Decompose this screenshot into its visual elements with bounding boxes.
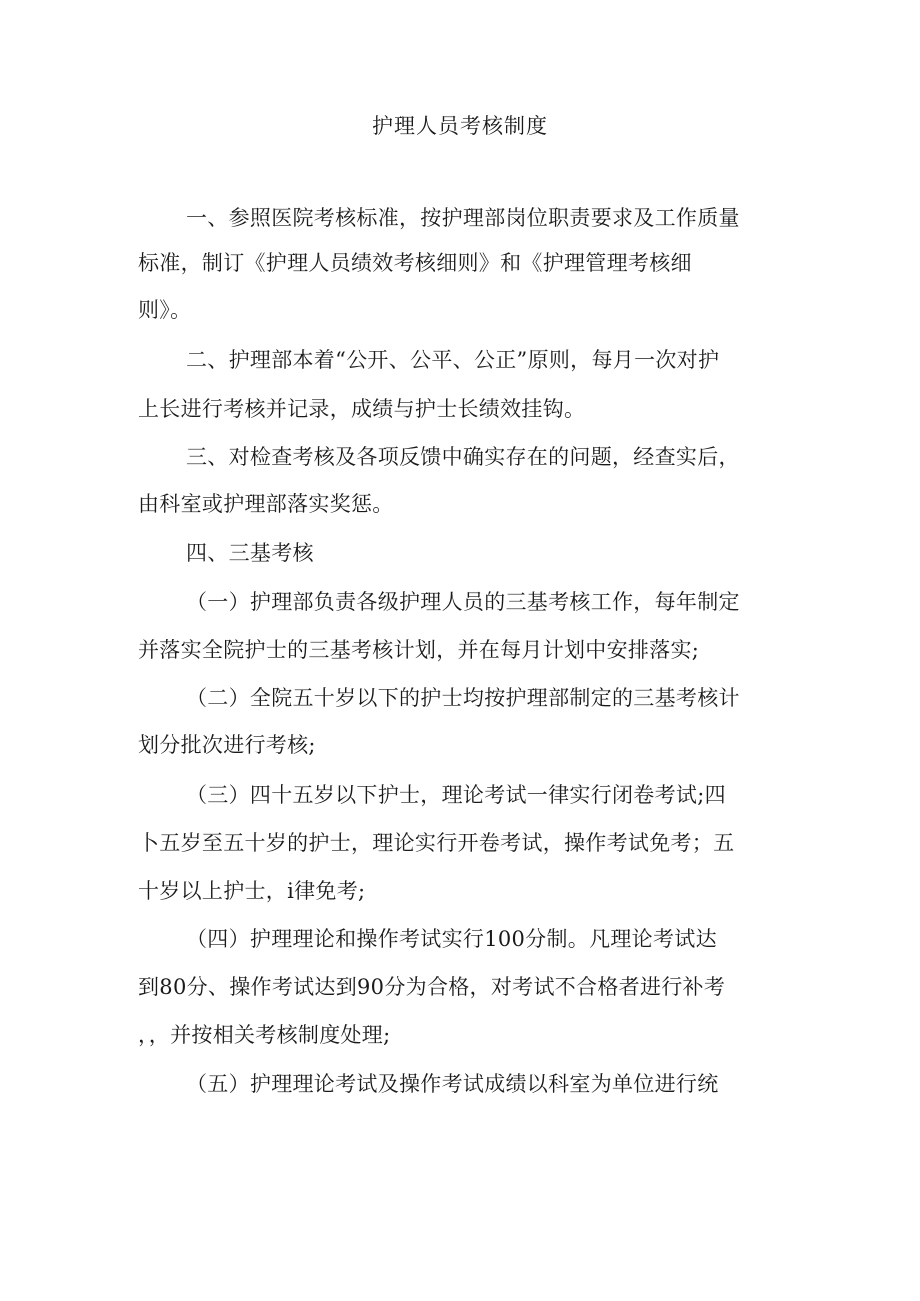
document-title: 护理人员考核制度: [372, 114, 548, 138]
paragraph-3-line-2: 由科室或护理部落实奖惩。: [138, 492, 394, 516]
item-5-line-1: （五）护理理论考试及操作考试成绩以科室为单位进行统: [186, 1072, 719, 1096]
item-4-line-3: ，，并按相关考核制度处理;: [138, 1023, 391, 1047]
item-4-line-2: 到80分、操作考试达到90分为合格，对考试不合格者进行补考: [138, 975, 726, 999]
item-1-line-2: 并落实全院护士的三基考核计划，并在每月计划中安排落实;: [138, 638, 700, 662]
paragraph-1-line-2: 标准，制订《护理人员绩效考核细则》和《护理管理考核细: [138, 251, 692, 275]
paragraph-4-heading: 四、三基考核: [186, 541, 314, 565]
item-2-line-2: 划分批次进行考核;: [138, 733, 316, 757]
item-3-line-1: （三）四十五岁以下护士，理论考试一律实行闭卷考试;四: [186, 783, 726, 807]
paragraph-1-line-1: 一、参照医院考核标准，按护理部岗位职责要求及工作质量: [186, 206, 740, 230]
paragraph-2-line-1: 二、护理部本着“公开、公平、公正”原则，每月一次对护: [186, 348, 720, 372]
item-1-line-1: （一）护理部负责各级护理人员的三基考核工作，每年制定: [186, 590, 740, 614]
paragraph-1-line-3: 则》。: [138, 298, 192, 322]
item-3-line-2: 卜五岁至五十岁的护士，理论实行开卷考试，操作考试免考；五: [138, 831, 735, 855]
item-4-line-1: （四）护理理论和操作考试实行100分制。凡理论考试达: [186, 927, 717, 951]
item-3-line-3: 十岁以上护士，i律免考;: [138, 879, 366, 903]
paragraph-3-line-1: 三、对检查考核及各项反馈中确实存在的问题，经查实后，: [186, 445, 740, 469]
paragraph-2-line-2: 上长进行考核并记录，成绩与护士长绩效挂钩。: [138, 397, 586, 421]
item-2-line-1: （二）全院五十岁以下的护士均按护理部制定的三基考核计: [186, 686, 740, 710]
